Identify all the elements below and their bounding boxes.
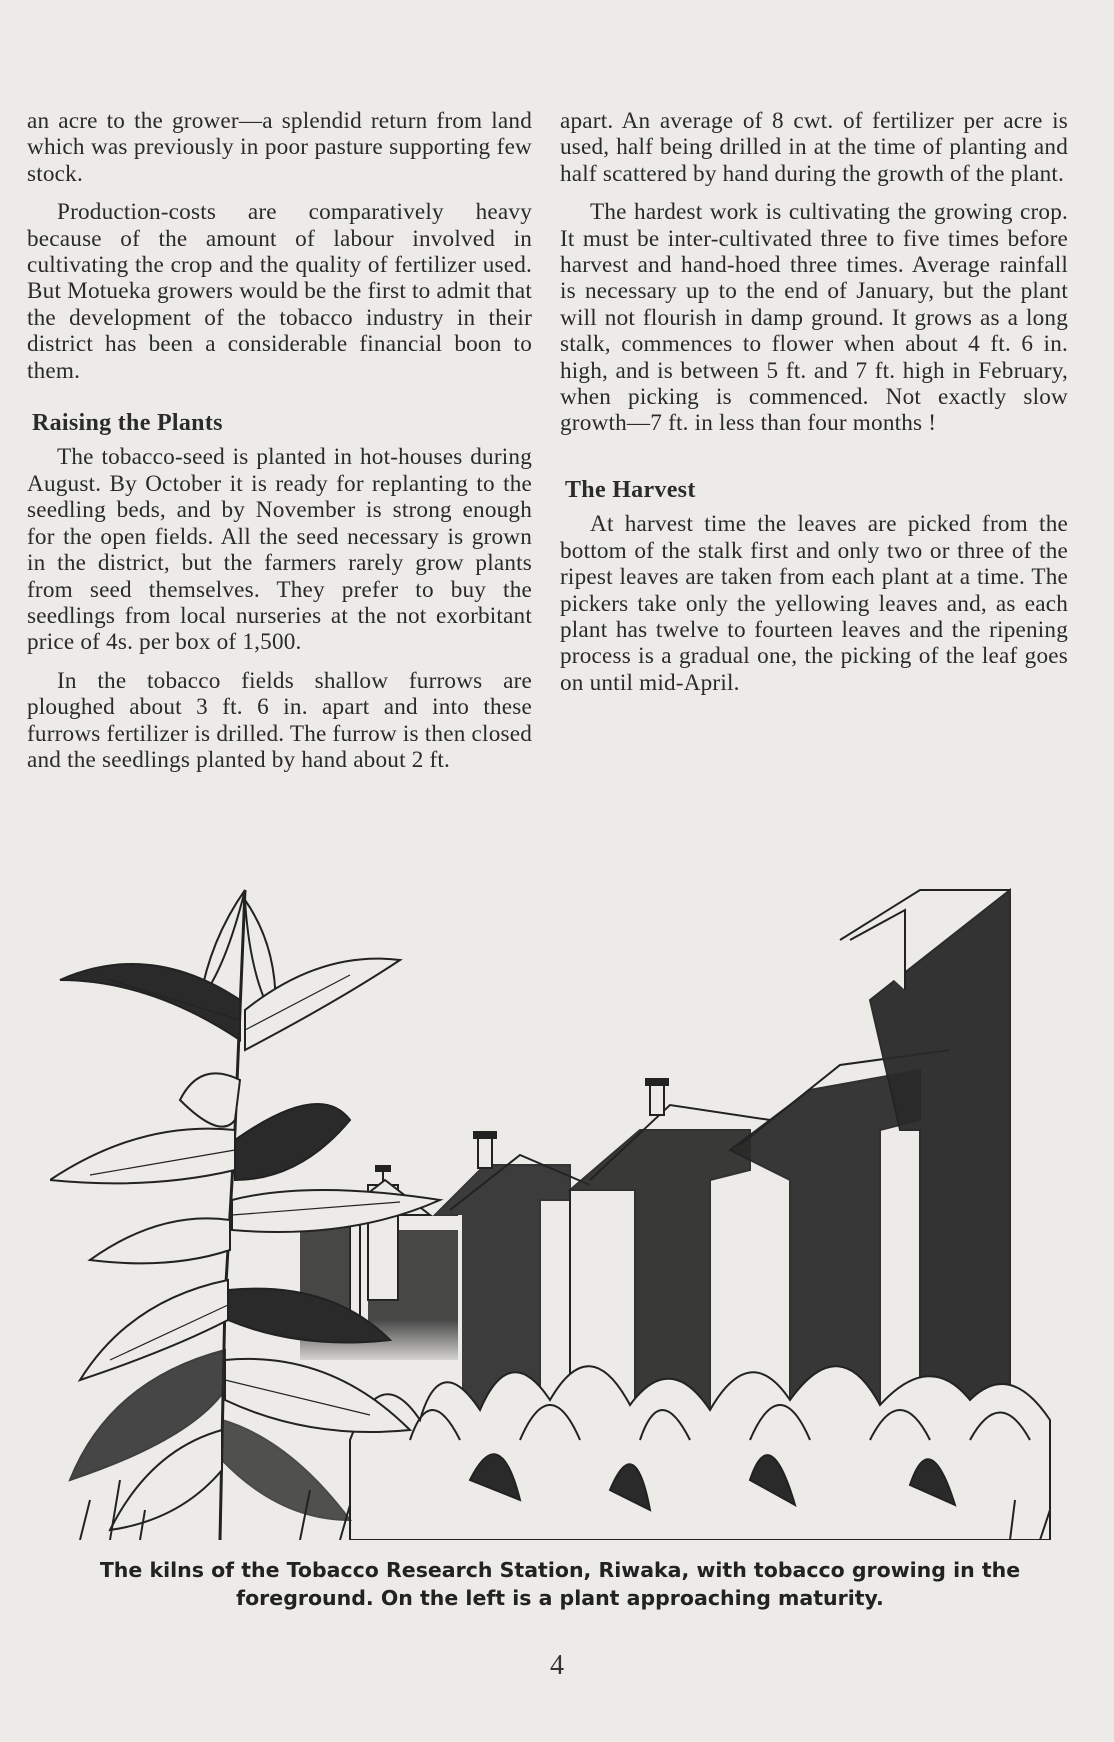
right-column — [560, 108, 1068, 708]
section-heading-raising-the-plants: Raising the Plants — [32, 410, 223, 437]
left-paragraph-4: In the tobacco fields shallow furrows are ploughed about 3 ft. 6 in. apart and into these furrows fertilizer is drilled. The furrow is then closed and the seedlings planted by hand about 2 ft. — [27, 667, 532, 773]
left-paragraph-1: an acre to the grower—a splendid return from land which was previously in poor pasture supporting few stock. — [27, 108, 532, 187]
left-column — [27, 108, 532, 785]
right-paragraph-2: The hardest work is cultivating the growing crop. It must be inter-cultivated three to five times before harvest and hand-hoed three times. Average rainfall is necessary up to the end of January, but the plant will not flourish in damp ground. It grows as a long stalk, commences to flower when about 4 ft. 6 in. high, and is between 5 ft. and 7 ft. high in February, when picking is commenced. Not exactly slow growth—7 ft. in less than four months ! — [560, 199, 1068, 437]
section-heading-the-harvest: The Harvest — [565, 476, 696, 503]
page-number: 4 — [550, 1650, 564, 1681]
right-paragraph-1: apart. An average of 8 cwt. of fertilizer per acre is used, half being drilled in at the time of planting and half scattered by hand during the growth of the plant. — [560, 108, 1068, 187]
left-paragraph-3: The tobacco-seed is planted in hot-houses during August. By October it is ready for replanting to the seedling beds, and by November is strong enough for the open fields. All the seed necessary is grown in the district, but the farmers rarely grow plants from seed themselves. They prefer to buy the seedlings from local nurseries at the not exorbitant price of 4s. per box of 1,500. — [27, 444, 532, 656]
kilns-and-tobacco-illustration — [50, 880, 1075, 1540]
right-paragraph-3: At harvest time the leaves are picked from the bottom of the stalk first and only two or three of the ripest leaves are taken from each plant at a time. The pickers take only the yellowing leaves and, as each plant has twelve to fourteen leaves and the ripening process is a gradual one, the picking of the leaf goes on until mid-April. — [560, 511, 1068, 696]
left-paragraph-2: Production-costs are comparatively heavy because of the amount of labour involved in cultivating the crop and the quality of fertilizer used. But Motueka growers would be the first to admit that the development of the tobacco industry in their district has been a considerable financial boon to them. — [27, 199, 532, 384]
figure-caption: The kilns of the Tobacco Research Station, Riwaka, with tobacco growing in the foreground. On the left is a plant approaching maturity. — [99, 1558, 1021, 1610]
